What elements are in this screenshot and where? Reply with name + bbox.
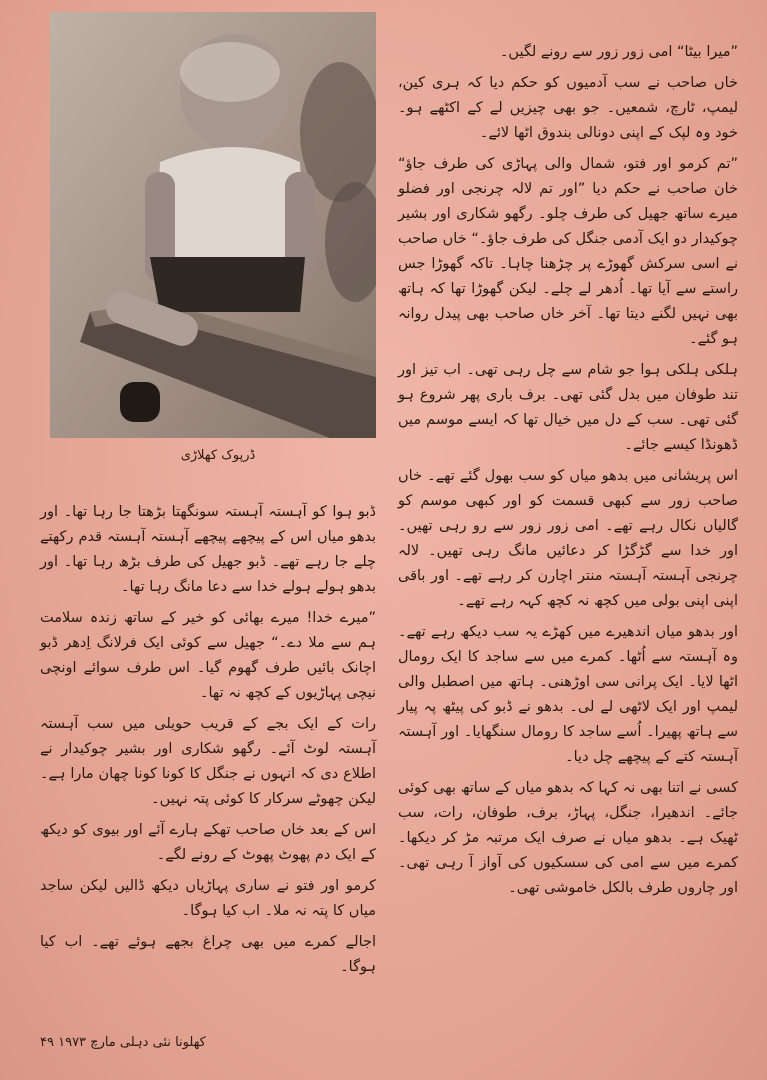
paragraph: کسی نے اتنا بھی نہ کہا کہ بدھو میاں کے ساتھ بھی کوئی جائے۔ اندھیرا، جنگل، پہاڑ، برف، طوفان، رات، سب ٹھیک ہے۔ بدھو میاں نے صرف ایک مرتبہ مڑ کر دیکھا۔ کمرے میں سے امی کی سسکیوں کی آواز آ رہی تھی۔ اور چاروں طرف بالکل خاموشی تھی۔ bbox=[398, 780, 738, 896]
paragraph: ڈبو ہوا کو آہستہ آہستہ سونگھتا بڑھتا جا رہا تھا۔ اور بدھو میاں اس کے پیچھے پیچھے آہستہ آہستہ قدم رکھتے چلے جا رہے تھے۔ ڈبو جھیل کی طرف بڑھ رہا تھا۔ اور بدھو ہولے ہولے خدا سے دعا مانگ رہا تھا۔ bbox=[40, 504, 376, 595]
paragraph: اور بدھو میاں اندھیرے میں کھڑے یہ سب دیکھ رہے تھے۔ وہ آہستہ سے اُٹھا۔ کمرے میں سے ساجد کا ایک رومال اٹھا لایا۔ ایک پرانی سی اوڑھنی۔ ہاتھ میں اصطبل والی لیمپ اور ایک لاٹھی لے لی۔ بدھو نے ڈبو کی پیٹھ پہ پیار سے ہاتھ پھیرا۔ اُسے ساجد کا رومال سنگھایا۔ اور آہستہ آہستہ کتے کے پیچھے چل دیا۔ bbox=[398, 624, 738, 765]
paragraph: خاں صاحب نے سب آدمیوں کو حکم دیا کہ ہری کین، لیمپ، ٹارچ، شمعیں۔ جو بھی چیزیں لے کے اکٹھے ہو۔ خود وہ لپک کے اپنی دونالی بندوق اٹھا لائے۔ bbox=[398, 75, 738, 141]
paragraph: اس پریشانی میں بدھو میاں کو سب بھول گئے تھے۔ خاں صاحب زور سے کبھی قسمت کو اور کبھی موسم کو گالیاں نکال رہے تھے۔ امی زور زور سے رو رہی تھیں۔ اور خدا سے گڑگڑا کر دعائیں مانگ رہی تھیں۔ لالہ چرنجی آہستہ آہستہ منتر اچارن کر رہے تھے۔ اور باقی اپنی اپنی بولی میں کچھ نہ کچھ کہہ رہے تھے۔ bbox=[398, 468, 738, 609]
paragraph: کرمو اور فتو نے ساری پہاڑیاں دیکھ ڈالیں لیکن ساجد میاں کا پتہ نہ ملا۔ اب کیا ہوگا۔ bbox=[40, 878, 376, 919]
paragraph: اس کے بعد خاں صاحب تھکے ہارے آئے اور بیوی کو دیکھ کے ایک دم پھوٹ پھوٹ کے رونے لگے۔ bbox=[40, 822, 376, 863]
column-right bbox=[398, 40, 738, 907]
paragraph: رات کے ایک بجے کے قریب حویلی میں سب آہستہ آہستہ لوٹ آئے۔ رگھو شکاری اور بشیر چوکیدار نے اطلاع دی کہ انہوں نے جنگل کا کونا کونا چھان مارا ہے۔ لیکن چھوٹے سرکار کا کوئی پتہ نہیں۔ bbox=[40, 716, 376, 807]
photo-child-on-log bbox=[50, 12, 376, 438]
paragraph: ”میرے خدا! میرے بھائی کو خیر کے ساتھ زندہ سلامت ہم سے ملا دے۔“ جھیل سے کوئی ایک فرلانگ اِدھر ڈبو اچانک بائیں طرف گھوم گیا۔ اس طرف سوائے اونچی نیچی پہاڑیوں کے کچھ نہ تھا۔ bbox=[40, 610, 376, 701]
paragraph: اجالے کمرے میں بھی چراغ بجھے ہوئے تھے۔ اب کیا ہوگا۔ bbox=[40, 934, 376, 975]
paragraph: ”میرا بیٹا“ امی زور زور سے رونے لگیں۔ bbox=[499, 44, 738, 60]
photo-illustration bbox=[50, 12, 376, 438]
paragraph: ”تم کرمو اور فتو، شمال والی پہاڑی کی طرف جاؤ“ خان صاحب نے حکم دیا ”اور تم لالہ چرنجی اور فضلو میرے ساتھ جھیل کی طرف چلو۔ رگھو شکاری اور بشیر چوکیدار دو ایک آدمی جنگل کی طرف جاؤ۔“ خاں صاحب نے اسی سرکش گھوڑے پر چڑھنا چاہا۔ تاکہ گھوڑا جس راستے سے آیا تھا۔ اُدھر لے چلے۔ لیکن گھوڑا تھا کہ ہاتھ بھی نہیں لگنے دیتا تھا۔ آخر خاں صاحب بھی پیدل روانہ ہو گئے۔ bbox=[398, 156, 738, 347]
paragraph: ہلکی ہلکی ہوا جو شام سے چل رہی تھی۔ اب تیز اور تند طوفان میں بدل گئی تھی۔ برف باری پھر شروع ہو گئی تھی۔ سب کے دل میں خیال تھا کہ ایسے موسم میں ڈھونڈا کیسے جائے۔ bbox=[398, 362, 738, 453]
column-left bbox=[40, 500, 376, 986]
photo-caption: ڈرپوک کھلاڑی bbox=[180, 448, 256, 463]
page-footer: کھلونا نئی دہلی مارچ ۱۹۷۳ ۴۹ bbox=[40, 1035, 206, 1050]
